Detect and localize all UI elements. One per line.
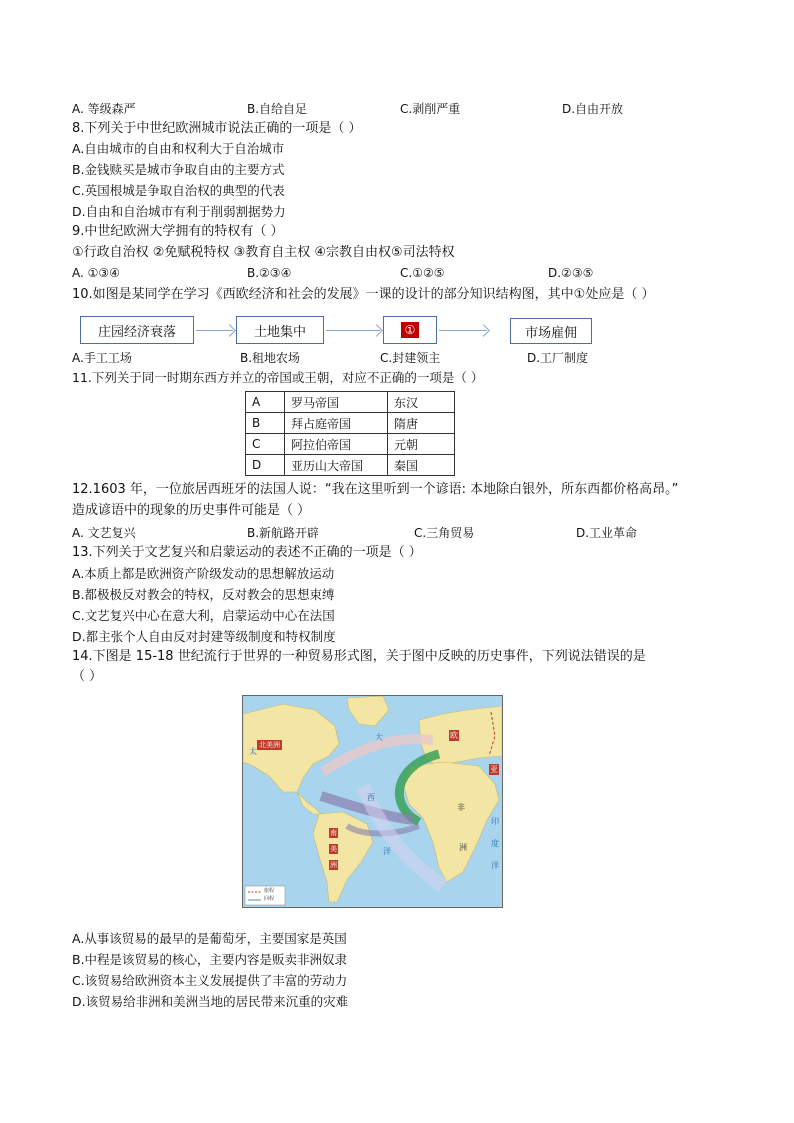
q9-option-a: A. ①③④ (72, 266, 120, 280)
label-south-america-2: 美 (330, 845, 337, 853)
q7-option-c: C.剥削严重 (400, 102, 461, 116)
table-cell: 秦国 (388, 455, 455, 476)
q12-option-b: B.新航路开辟 (247, 526, 320, 540)
q14-option-d: D.该贸易给非洲和美洲当地的居民带来沉重的灾难 (72, 994, 349, 1009)
table-cell: A (246, 392, 285, 413)
label-africa-2: 洲 (459, 843, 467, 852)
blank-marker: ① (401, 322, 420, 338)
table-row (246, 413, 455, 434)
diagram-box-land-concentration: 土地集中 (236, 316, 324, 344)
diagram-arrow-3 (439, 330, 487, 331)
diagram-arrow-1 (196, 330, 233, 331)
label-south-america-1: 南 (330, 829, 337, 837)
label-ocean-right-2: 度 (491, 839, 499, 848)
q11-stem: 11.下列关于同一时期东西方并立的帝国或王朝，对应不正确的一项是（ ） (72, 370, 484, 385)
greenland-landmass (347, 696, 389, 726)
q13-option-b: B.都极极反对教会的特权，反对教会的思想束缚 (72, 587, 335, 602)
q14-stem-line1: 14.下图是 15-18 世纪流行于世界的一种贸易形式图，关于图中反映的历史事件，下列说法错误的是 (72, 649, 646, 664)
q8-stem: 8.下列关于中世纪欧洲城市说法正确的一项是（ ） (72, 121, 362, 136)
table-cell: 罗马帝国 (285, 392, 388, 413)
table-cell: D (246, 455, 285, 476)
q12-option-d: D.工业革命 (576, 526, 638, 540)
central-america-landmass (297, 792, 321, 814)
q12-stem-line2: 造成谚语中的现象的历史事件可能是（ ） (72, 503, 311, 518)
label-africa: 非 (457, 803, 465, 812)
label-europe: 欧 (450, 731, 458, 740)
table-cell: 元朝 (388, 434, 455, 455)
q7-option-a: A. 等级森严 (72, 102, 136, 116)
diagram-box-market-hire: 市场雇佣 (510, 318, 592, 344)
table-cell: 拜占庭帝国 (285, 413, 388, 434)
label-ocean-right-1: 印 (491, 817, 499, 826)
q9-items: ①行政自治权 ②免赋税特权 ③教育自主权 ④宗教自由权⑤司法特权 (72, 245, 455, 260)
q8-option-b: B.金钱赎买是城市争取自由的主要方式 (72, 162, 285, 177)
q7-option-b: B.自给自足 (247, 102, 308, 116)
legend-label-2: 回程 (264, 896, 275, 902)
triangular-trade-map (242, 695, 503, 908)
q10-option-d: D.工厂制度 (527, 351, 589, 365)
q13-stem: 13.下列关于文艺复兴和启蒙运动的表述不正确的一项是（ ） (72, 545, 422, 560)
legend-label-1: 旅程 (264, 888, 275, 894)
q9-stem: 9.中世纪欧洲大学拥有的特权有（ ） (72, 224, 284, 239)
label-ocean-mid-1: 大 (375, 733, 383, 742)
q9-option-d: D.②③⑤ (548, 266, 594, 280)
q9-option-c: C.①②⑤ (400, 266, 445, 280)
q11-table (245, 391, 455, 476)
label-ocean-mid-2: 西 (367, 793, 375, 802)
q9-option-b: B.②③④ (247, 266, 292, 280)
table-cell: B (246, 413, 285, 434)
q14-option-a: A.从事该贸易的最早的是葡萄牙，主要国家是英国 (72, 931, 347, 946)
label-asia: 亚 (490, 765, 498, 774)
q7-option-d: D.自由开放 (562, 102, 624, 116)
table-cell: 东汉 (388, 392, 455, 413)
diagram-box-manor-decline: 庄园经济衰落 (80, 316, 194, 344)
q14-option-b: B.中程是该贸易的核心，主要内容是贩卖非洲奴隶 (72, 952, 348, 967)
table-row (246, 455, 455, 476)
table-cell: 阿拉伯帝国 (285, 434, 388, 455)
label-ocean-left: 太 (249, 747, 257, 756)
q14-option-c: C.该贸易给欧洲资本主义发展提供了丰富的劳动力 (72, 973, 348, 988)
q8-option-c: C.英国根城是争取自治权的典型的代表 (72, 183, 285, 198)
table-row (246, 392, 455, 413)
label-ocean-mid-3: 洋 (383, 847, 391, 856)
table-cell: C (246, 434, 285, 455)
q10-option-a: A.手工工场 (72, 351, 132, 365)
q12-stem-line1: 12.1603 年，一位旅居西班牙的法国人说：“我在这里听到一个谚语: 本地除白银外，所东西都价格高昂。” (72, 482, 679, 497)
q12-option-a: A. 文艺复兴 (72, 526, 136, 540)
label-ocean-right-3: 洋 (491, 861, 499, 870)
label-south-america-3: 洲 (330, 861, 337, 869)
q13-option-a: A.本质上都是欧洲资产阶级发动的思想解放运动 (72, 566, 335, 581)
q8-option-a: A.自由城市的自由和权利大于自治城市 (72, 141, 285, 156)
south-america-landmass (313, 812, 373, 902)
q13-option-d: D.都主张个人自由反对封建等级制度和特权制度 (72, 629, 336, 644)
diagram-arrow-2 (326, 330, 380, 331)
q10-stem: 10.如图是某同学在学习《西欧经济和社会的发展》一课的设计的部分知识结构图，其中①处应是（ ） (72, 287, 655, 302)
q8-option-d: D.自由和自治城市有利于削弱割据势力 (72, 204, 286, 219)
q10-option-b: B.租地农场 (240, 351, 301, 365)
q14-stem-line2: （ ） (72, 669, 103, 684)
table-cell: 隋唐 (388, 413, 455, 434)
q10-option-c: C.封建领主 (380, 351, 441, 365)
diagram-box-blank (383, 316, 437, 344)
q13-option-c: C.文艺复兴中心在意大利，启蒙运动中心在法国 (72, 608, 335, 623)
table-cell: 亚历山大帝国 (285, 455, 388, 476)
table-row (246, 434, 455, 455)
q12-option-c: C.三角贸易 (414, 526, 475, 540)
label-north-america: 北美洲 (259, 741, 280, 749)
